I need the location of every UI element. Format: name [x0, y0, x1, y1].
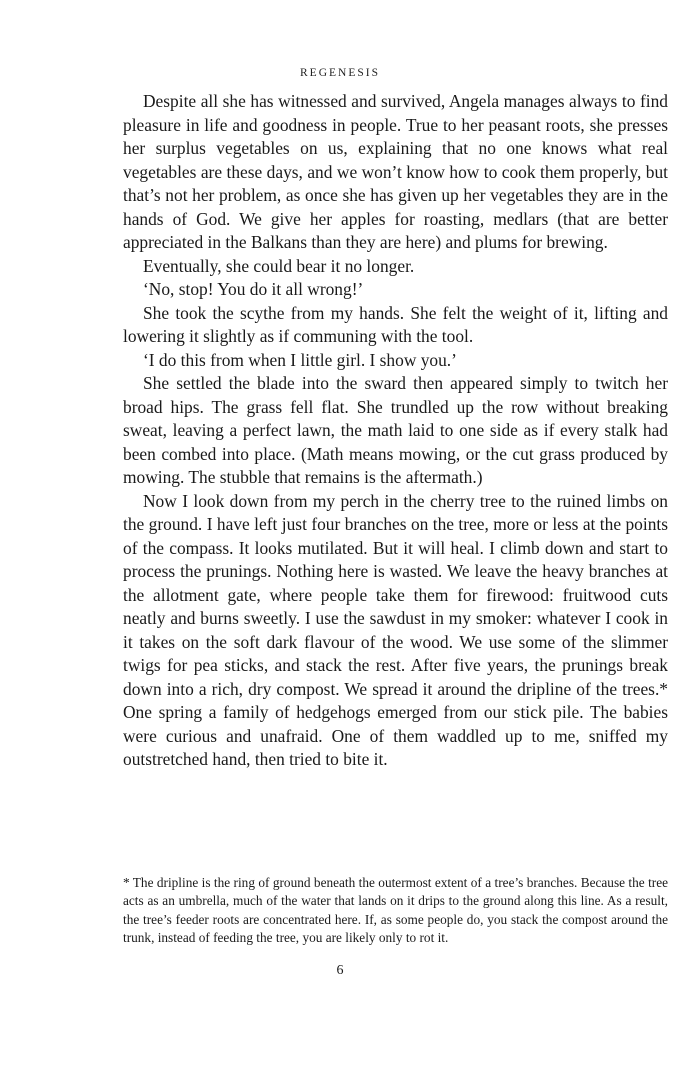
running-head: REGENESIS	[300, 67, 380, 79]
footnote	[123, 874, 668, 947]
paragraph: Now I look down from my perch in the cherry tree to the ruined limbs on the ground. I have left just four branches on the tree, more or less at the points of the compass. It looks mutilated. But it will heal. I climb down and start to process the prunings. Nothing here is wasted. We leave the heavy branches at the allotment gate, where people take them for firewood: fruitwood cuts neatly and burns sweetly. I use the sawdust in my smoker: whatever I cook in it takes on the soft dark flavour of the wood. We use some of the slimmer twigs for pea sticks, and stack the rest. After five years, the prunings break down into a rich, dry compost. We spread it around the dripline of the trees.* One spring a family of hedgehogs emerged from our stick pile. The babies were curious and unafraid. One of them waddled up to me, sniffed my outstretched hand, then tried to bite it.	[123, 490, 668, 769]
paragraph: Despite all she has witnessed and survived, Angela manages always to find pleasure in life and goodness in people. True to her peasant roots, she presses her surplus vegetables on us, explaining that no one knows what real vegetables are these days, and we won’t know how to cook them properly, but that’s not her problem, as once she has given up her vegetables they are in the hands of God. We give her apples for roasting, medlars (that are better appreciated in the Balkans than they are here) and plums for brewing.	[123, 91, 668, 252]
paragraph: ‘No, stop! You do it all wrong!’	[143, 279, 364, 299]
paragraph: She took the scythe from my hands. She felt the weight of it, lifting and lowering it slightly as if communing with the tool.	[123, 302, 668, 346]
paragraph: She settled the blade into the sward then appeared simply to twitch her broad hips. The grass fell flat. She trundled up the row without breaking sweat, leaving a perfect lawn, the math laid to one side as if every stalk had been combed into place. (Math means mowing, or the cut grass produced by mowing. The stubble that remains is the aftermath.)	[123, 373, 668, 487]
paragraph: Eventually, she could bear it no longer.	[143, 255, 415, 276]
body-text	[123, 90, 668, 772]
page-number: 6	[336, 963, 344, 978]
footnote-text: * The dripline is the ring of ground beneath the outermost extent of a tree’s branches. Because the tree acts as an umbrella, much of the water that lands on it drips to the ground along this line. As a result, the tree’s feeder roots are concentrated here. If, as some people do, you stack the compost around the trunk, instead of feeding the tree, you are likely only to rot it.	[123, 875, 668, 945]
paragraph: ‘I do this from when I little girl. I show you.’	[143, 349, 457, 370]
